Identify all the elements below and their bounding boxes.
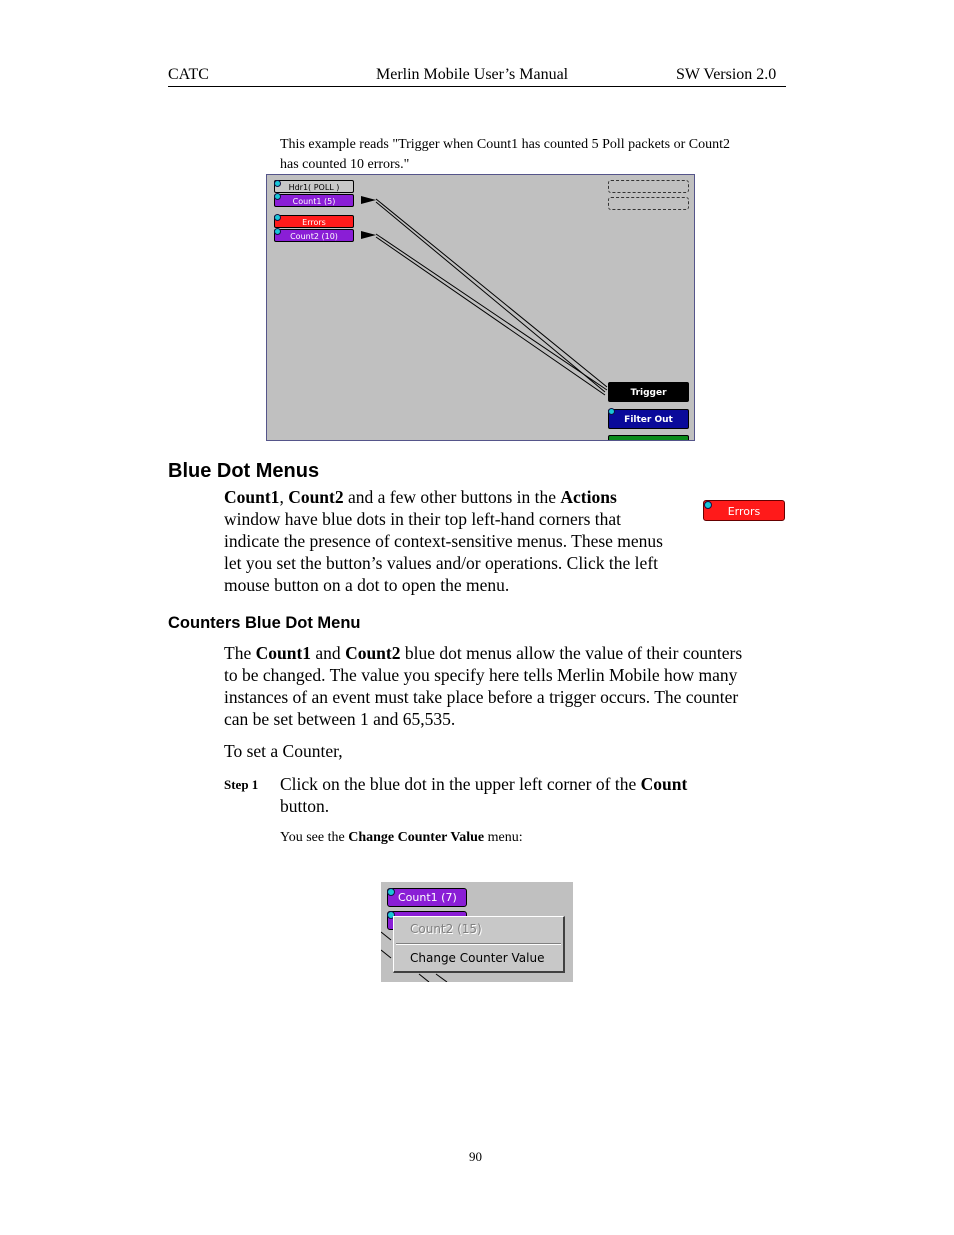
menu-separator	[396, 943, 561, 945]
header-title: Merlin Mobile User’s Manual	[376, 66, 569, 83]
step-label: Step 1	[224, 777, 259, 792]
blue-dot-paragraph	[224, 486, 694, 596]
blue-dot-icon[interactable]	[387, 888, 395, 896]
counters-paragraph	[224, 642, 784, 730]
hdr-poll-button[interactable]: Hdr1( POLL )	[274, 180, 354, 193]
section-heading: Blue Dot Menus	[168, 460, 320, 482]
menu-note: You see the Change Counter Value menu:	[280, 830, 523, 845]
paragraph-line: window have blue dots in their top left-hand corners that	[224, 509, 622, 529]
header-left: CATC	[168, 66, 209, 83]
header-version: SW Version 2.0	[676, 66, 777, 83]
restart-button-partial[interactable]	[608, 435, 689, 441]
paragraph-line: Count1, Count2 and a few other buttons in the Actions	[224, 487, 617, 507]
paragraph-line: mouse button on a dot to open the menu.	[224, 575, 510, 595]
intro-line-1: This example reads "Trigger when Count1 has counted 5 Poll packets or Count2	[280, 137, 731, 152]
paragraph-line: let you set the button’s values and/or operations. Click the left	[224, 553, 659, 573]
blue-dot-icon[interactable]	[704, 501, 712, 509]
blue-dot-icon[interactable]	[608, 408, 615, 415]
paragraph-line: can be set between 1 and 65,535.	[224, 709, 456, 729]
menu-item-count2: Count2 (15)	[410, 922, 482, 936]
blue-dot-icon[interactable]	[274, 214, 281, 221]
filter-out-button[interactable]: Filter Out	[608, 409, 689, 429]
count1-button[interactable]: Count1 (7)	[387, 888, 467, 907]
subsection-heading: Counters Blue Dot Menu	[168, 614, 361, 632]
empty-slot[interactable]	[608, 197, 689, 210]
empty-slot[interactable]	[608, 180, 689, 193]
step-1-text: Click on the blue dot in the upper left corner of the Count button.	[280, 774, 688, 816]
context-menu-screenshot	[381, 882, 573, 982]
page-number: 90	[469, 1149, 482, 1164]
header-rule	[168, 86, 786, 87]
trigger-diagram-screenshot	[266, 174, 695, 441]
intro-line-2: has counted 10 errors."	[280, 157, 410, 172]
counter-context-menu	[393, 916, 565, 973]
blue-dot-icon[interactable]	[274, 180, 281, 187]
errors-button-example[interactable]: Errors	[703, 500, 785, 521]
paragraph-line: The Count1 and Count2 blue dot menus allow the value of their counters	[224, 643, 743, 663]
trigger-button[interactable]: Trigger	[608, 382, 689, 402]
paragraph-line: to be changed. The value you specify here tells Merlin Mobile how many	[224, 665, 738, 685]
paragraph-line: indicate the presence of context-sensitive menus. These menus	[224, 531, 663, 551]
paragraph-line: instances of an event must take place before a trigger occurs. The counter	[224, 687, 739, 707]
blue-dot-icon[interactable]	[274, 193, 281, 200]
menu-item-change-counter-value[interactable]: Change Counter Value	[410, 951, 545, 965]
errors-button[interactable]: Errors	[274, 215, 354, 228]
count1-button[interactable]: Count1 (5)	[274, 194, 354, 207]
set-counter-text: To set a Counter,	[224, 741, 343, 761]
count2-button[interactable]: Count2 (10)	[274, 229, 354, 242]
blue-dot-icon[interactable]	[274, 228, 281, 235]
